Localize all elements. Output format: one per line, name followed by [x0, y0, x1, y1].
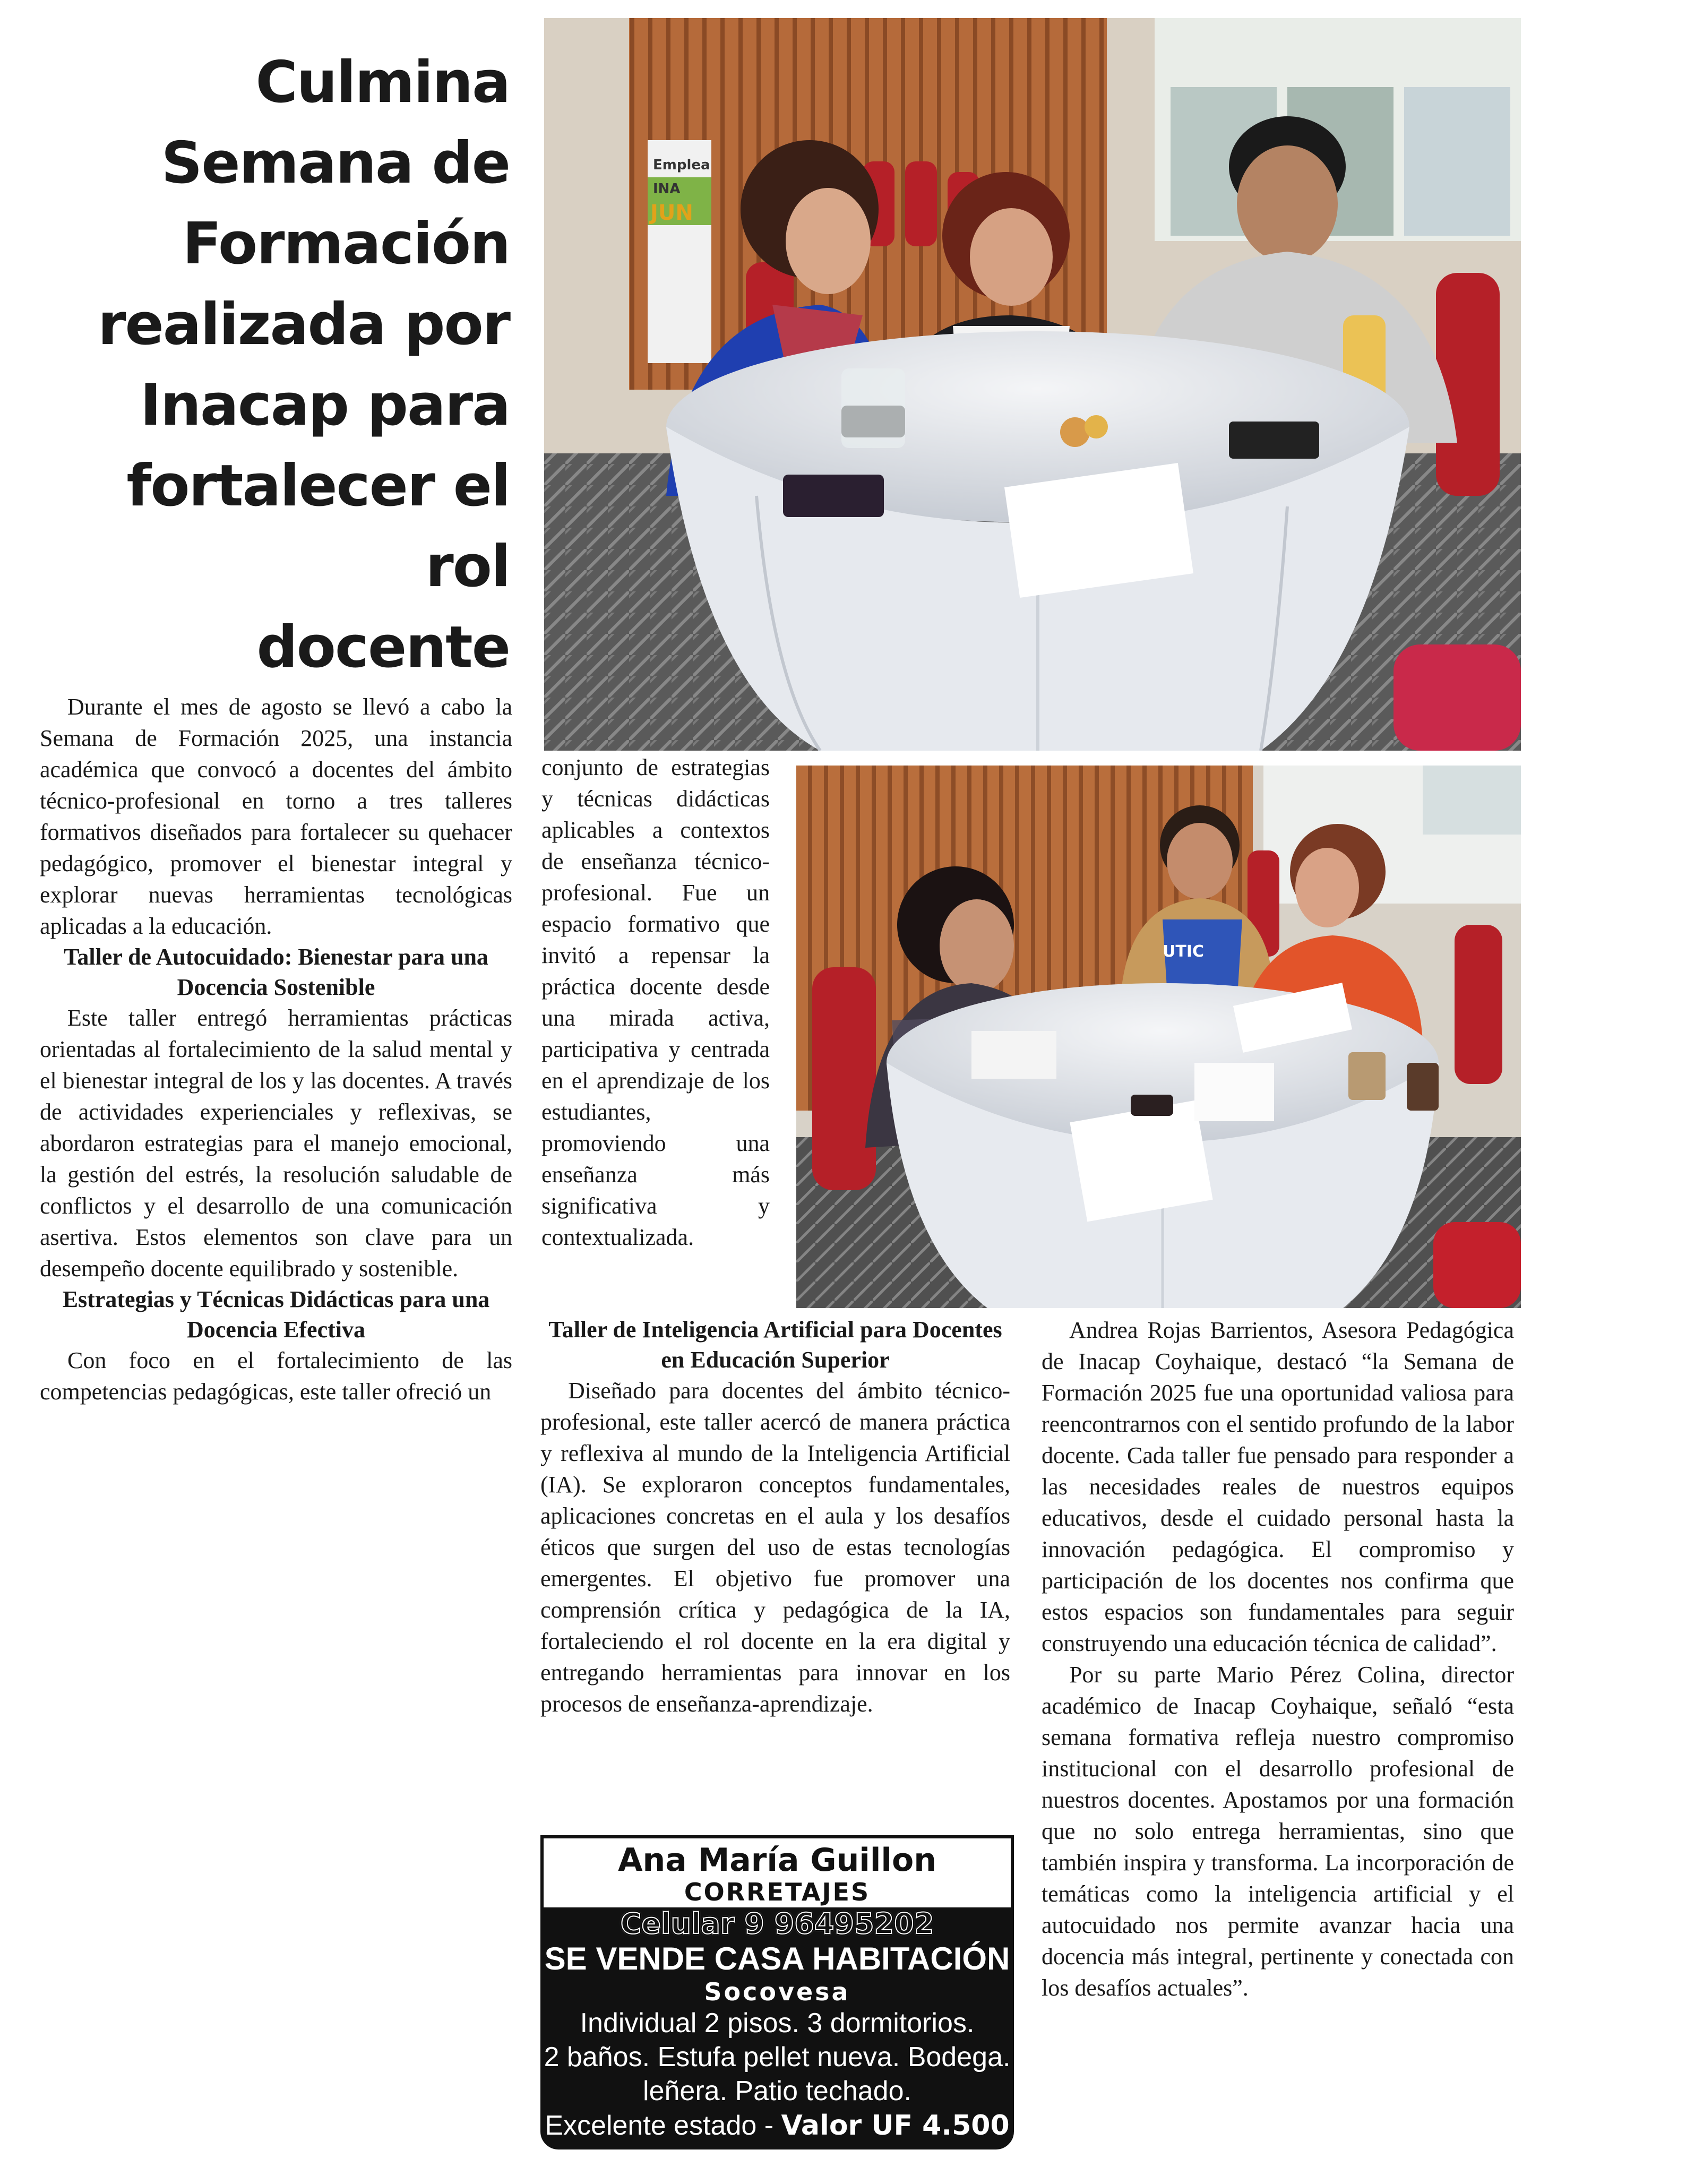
headline-line: docente [256, 614, 510, 681]
section-heading-autocuidado: Taller de Autocuidado: Bienestar para una Docencia Sostenible [64, 944, 488, 1000]
paragraph-ia: Diseñado para docentes del ámbito técnico-profesional, este taller acercó de manera práctica y reflexiva al mundo de la Inteligencia Artificial (IA). Se exploraron conceptos fundamentales, aplicaciones concretas en el aula y los desafíos éticos que surgen del uso de estas tecnologías emergentes. El objetivo fue promover una comprensión crítica y pedagógica de la IA, fortaleciendo el rol docente en la era digital y entregando herramientas para innovar en los procesos de enseñanza-aprendizaje. [540, 1378, 1010, 1717]
intro-paragraph: Durante el mes de agosto se llevó a cabo la Semana de Formación 2025, una instancia académica que convocó a docentes del ámbito técnico-profesional en torno a tres talleres formativos diseñados para fortalecer su quehacer pedagógico, promover el bienestar integral y explorar nuevas herramientas tecnológicas aplicadas a la educación. [40, 694, 512, 939]
ad-price: Valor UF 4.500 [781, 2110, 1010, 2142]
ad-detail-line: 2 baños. Estufa pellet nueva. Bodega. [544, 2042, 1011, 2073]
ad-price-line [544, 2108, 1011, 2143]
headline-line: Culmina [255, 49, 510, 116]
photo-workshop-table-2 [796, 766, 1521, 1308]
column-1 [40, 691, 512, 1407]
headline-line: realizada por [98, 291, 510, 358]
classified-ad [540, 1835, 1014, 2149]
photo-workshop-table-1 [544, 18, 1521, 751]
shirt-text-2: UTIC [1163, 942, 1205, 961]
column-2-top [541, 752, 770, 1253]
paragraph-quote-rojas: Andrea Rojas Barrientos, Asesora Pedagógica de Inacap Coyhaique, destacó “la Semana de Formación 2025 fue una oportunidad valiosa para reencontrarnos con el sentido profundo de la labor docente. Cada taller fue pensado para responder a las necesidades reales de nuestros equipos educativos, desde el cuidado personal hasta la innovación pedagógica. El compromiso y participación de los docentes nos confirma que estos espacios son fundamentales para seguir construyendo una educación técnica de calidad”. [1042, 1317, 1514, 1656]
ad-detail-line: leñera. Patio techado. [643, 2076, 911, 2106]
ad-brand: Socovesa [704, 1977, 850, 2006]
banner-text-short: JUN [650, 201, 693, 225]
ad-condition: Excelente estado - [545, 2110, 781, 2141]
article-headline [32, 42, 510, 688]
headline-line: Formación [182, 211, 510, 277]
paragraph-estrategias-start: Con foco en el fortalecimiento de las competencias pedagógicas, este taller ofreció un [40, 1347, 512, 1405]
ad-body [544, 1907, 1011, 2143]
ad-company: CORRETAJES [684, 1878, 871, 1906]
paragraph-estrategias-cont: conjunto de estrategias y técnicas didácticas aplicables a contextos de enseñanza técnico-profesional. Fue un espacio formativo que invitó a repensar la práctica docente desde una mirada activa, participativa y centrada en el aprendizaje de los estudiantes, promoviendo una enseñanza más significativa y contextualizada. [541, 754, 770, 1250]
ad-phone: Celular 9 96495202 [620, 1907, 934, 1940]
section-heading-estrategias: Estrategias y Técnicas Didácticas para una Docencia Efectiva [62, 1286, 490, 1343]
ad-header [544, 1838, 1011, 1907]
ad-detail-line: Individual 2 pisos. 3 dormitorios. [580, 2008, 975, 2039]
ad-headline: SE VENDE CASA HABITACIÓN [544, 1941, 1010, 1976]
banner-text-top: Emplea [653, 157, 710, 173]
paragraph-autocuidado: Este taller entregó herramientas prácticas orientadas al fortalecimiento de la salud mental y el bienestar integral de los y las docentes. A través de actividades experienciales y reflexivas, se abordaron estrategias para el manejo emocional, la gestión del estrés, la resolución saludable de conflictos y el desarrollo de una comunicación asertiva. Estos elementos son clave para un desempeño docente equilibrado y sostenible. [40, 1005, 512, 1282]
section-heading-ia: Taller de Inteligencia Artificial para Docentes en Educación Superior [548, 1317, 1002, 1373]
ad-agent-name: Ana María Guillon [618, 1842, 936, 1879]
headline-line: Semana de [161, 130, 510, 196]
column-2 [540, 1314, 1010, 1719]
column-3 [1042, 1314, 1514, 2004]
headline-line: Inacap para [140, 372, 510, 438]
banner-text-mid: INA [653, 181, 681, 197]
headline-line: fortalecer el rol [126, 453, 510, 600]
paragraph-quote-perez: Por su parte Mario Pérez Colina, director académico de Inacap Coyhaique, señaló “esta semana formativa refleja nuestro compromiso institucional con el desarrollo profesional de nuestros docentes. Apostamos por una formación que no solo entrega herramientas, sino que también inspira y transforma. La incorporación de temáticas como la inteligencia artificial y el autocuidado nos permite avanzar hacia una docencia más integral, pertinente y conectada con los desafíos actuales”. [1042, 1662, 1514, 2001]
